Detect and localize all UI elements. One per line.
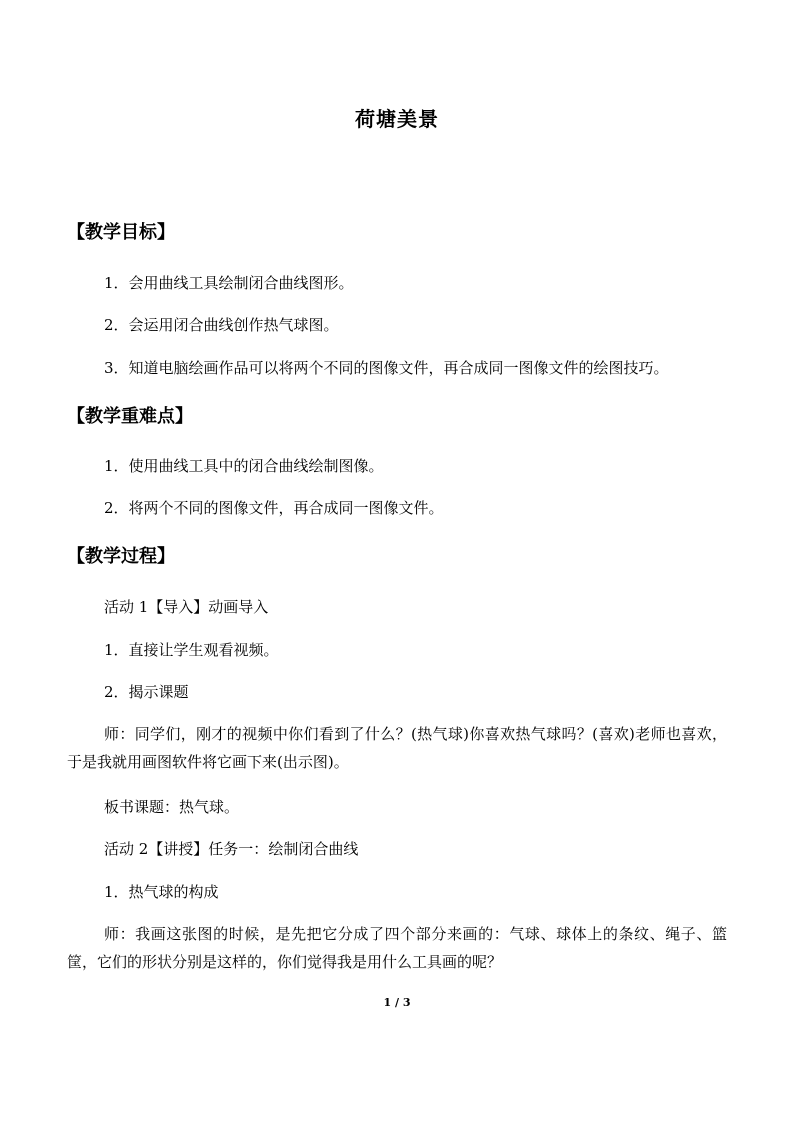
teacher-dialogue-2: 师：我画这张图的时候，是先把它分成了四个部分来画的：气球、球体上的条纹、绳子、篮筐，它们的形状分别是这样的，你们觉得我是用什么工具画的呢？ [67, 925, 727, 971]
activity-1-title: 活动 1【导入】动画导入 [104, 598, 269, 616]
goal-item-2: 2．会运用闭合曲线创作热气球图。 [104, 316, 339, 334]
process-item-reveal-topic: 2．揭示课题 [104, 683, 189, 701]
section-heading-key-points: 【教学重难点】 [67, 406, 193, 427]
page-number: 1 / 3 [383, 996, 411, 1009]
process-item-balloon-structure: 1．热气球的构成 [104, 883, 219, 901]
section-heading-teaching-goals: 【教学目标】 [67, 222, 175, 243]
activity-2-title: 活动 2【讲授】任务一：绘制闭合曲线 [104, 840, 359, 858]
section-heading-teaching-process: 【教学过程】 [67, 546, 175, 567]
board-topic-line: 板书课题：热气球。 [104, 798, 240, 816]
goal-item-1: 1．会用曲线工具绘制闭合曲线图形。 [104, 274, 354, 292]
key-point-item-2: 2．将两个不同的图像文件，再合成同一图像文件。 [104, 499, 444, 517]
document-title: 荷塘美景 [355, 107, 439, 131]
goal-item-3: 3．知道电脑绘画作品可以将两个不同的图像文件，再合成同一图像文件的绘图技巧。 [104, 359, 669, 377]
process-item-watch-video: 1．直接让学生观看视频。 [104, 641, 279, 659]
teacher-dialogue-1: 师：同学们，刚才的视频中你们看到了什么？(热气球)你喜欢热气球吗？(喜欢)老师也喜欢，于是我就用画图软件将它画下来(出示图)。 [67, 725, 727, 771]
key-point-item-1: 1．使用曲线工具中的闭合曲线绘制图像。 [104, 457, 384, 475]
